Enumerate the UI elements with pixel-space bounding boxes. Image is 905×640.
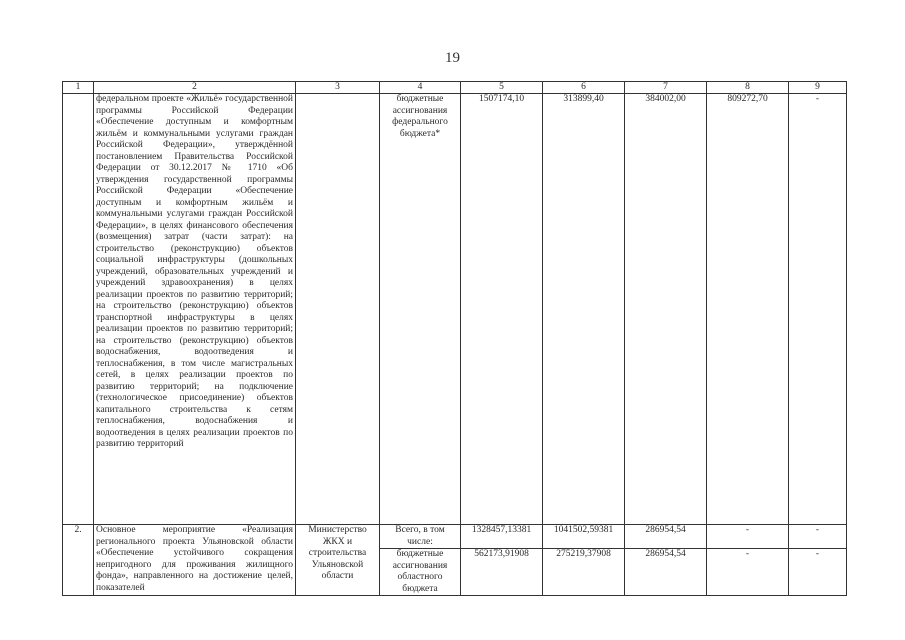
budget-table [62, 81, 847, 596]
row-value-6: 1041502,59381 [543, 525, 625, 549]
header-cell: 1 [63, 82, 94, 94]
header-row [63, 82, 847, 94]
header-cell: 4 [380, 82, 461, 94]
row-value-9: - [789, 549, 847, 596]
row-source: бюджетные ассигнования областного бюджета [380, 549, 461, 596]
row-executor [296, 94, 380, 525]
row-source: бюджетные ассигнования федерального бюджета* [380, 94, 461, 525]
row-number [63, 94, 94, 525]
row-value-5: 1507174,10 [461, 94, 543, 525]
row-executor: Министерство ЖКХ и строительства Ульяновской области [296, 525, 380, 596]
table-row [63, 94, 847, 525]
row-value-7: 384002,00 [625, 94, 707, 525]
row-value-6: 313899,40 [543, 94, 625, 525]
row-value-8: - [707, 549, 789, 596]
row-value-8: 809272,70 [707, 94, 789, 525]
page-number: 19 [445, 50, 460, 66]
header-cell: 6 [543, 82, 625, 94]
row-value-7: 286954,54 [625, 525, 707, 549]
row-value-6: 275219,37908 [543, 549, 625, 596]
header-cell: 3 [296, 82, 380, 94]
row-value-5: 1328457,13381 [461, 525, 543, 549]
row-value-8: - [707, 525, 789, 549]
table-row [63, 525, 847, 549]
header-cell: 9 [789, 82, 847, 94]
header-cell: 7 [625, 82, 707, 94]
row-value-9: - [789, 525, 847, 549]
row-value-7: 286954,54 [625, 549, 707, 596]
row-value-5: 562173,91908 [461, 549, 543, 596]
header-cell: 2 [94, 82, 296, 94]
header-cell: 5 [461, 82, 543, 94]
row-number: 2. [63, 525, 94, 596]
row-value-9: - [789, 94, 847, 525]
row-description: федеральном проекте «Жильё» государственной программы Российской Федерации «Обеспечение доступным и комфортным жильём и коммунальными услугами граждан Российской Федерации», утверждённой постановлением Правительства Российской Федерации от 30.12.2017 № 1710 «Об утверждения государственной программы Российской Федерации «Обеспечение доступным и комфортным жильём и коммунальными услугами граждан Российской Федерации», в целях финансового обеспечения (возмещения) затрат (части затрат): на строительство (реконструкцию) объектов социальной инфраструктуры (дошкольных учреждений, образовательных учреждений и учреждений здравоохранения) в целях реализации проектов по развитию территорий; на строительство (реконструкцию) объектов транспортной инфраструктуры в целях реализации проектов по развитию территорий; на строительство (реконструкцию) объектов водоснабжения, водоотведения и теплоснабжения, в том числе магистральных сетей, в целях реализации проектов по развитию территорий; на подключение (технологическое присоединение) объектов капитального строительства к сетям теплоснабжения, водоснабжения и водоотведения в целях реализации проектов по развитию территорий [94, 94, 296, 525]
row-description: Основное мероприятие «Реализация регионального проекта Ульяновской области «Обеспечение устойчивого сокращения непригодного для проживания жилищного фонда», направленного на достижение целей, показателей [94, 525, 296, 596]
row-source: Всего, в том числе: [380, 525, 461, 549]
header-cell: 8 [707, 82, 789, 94]
